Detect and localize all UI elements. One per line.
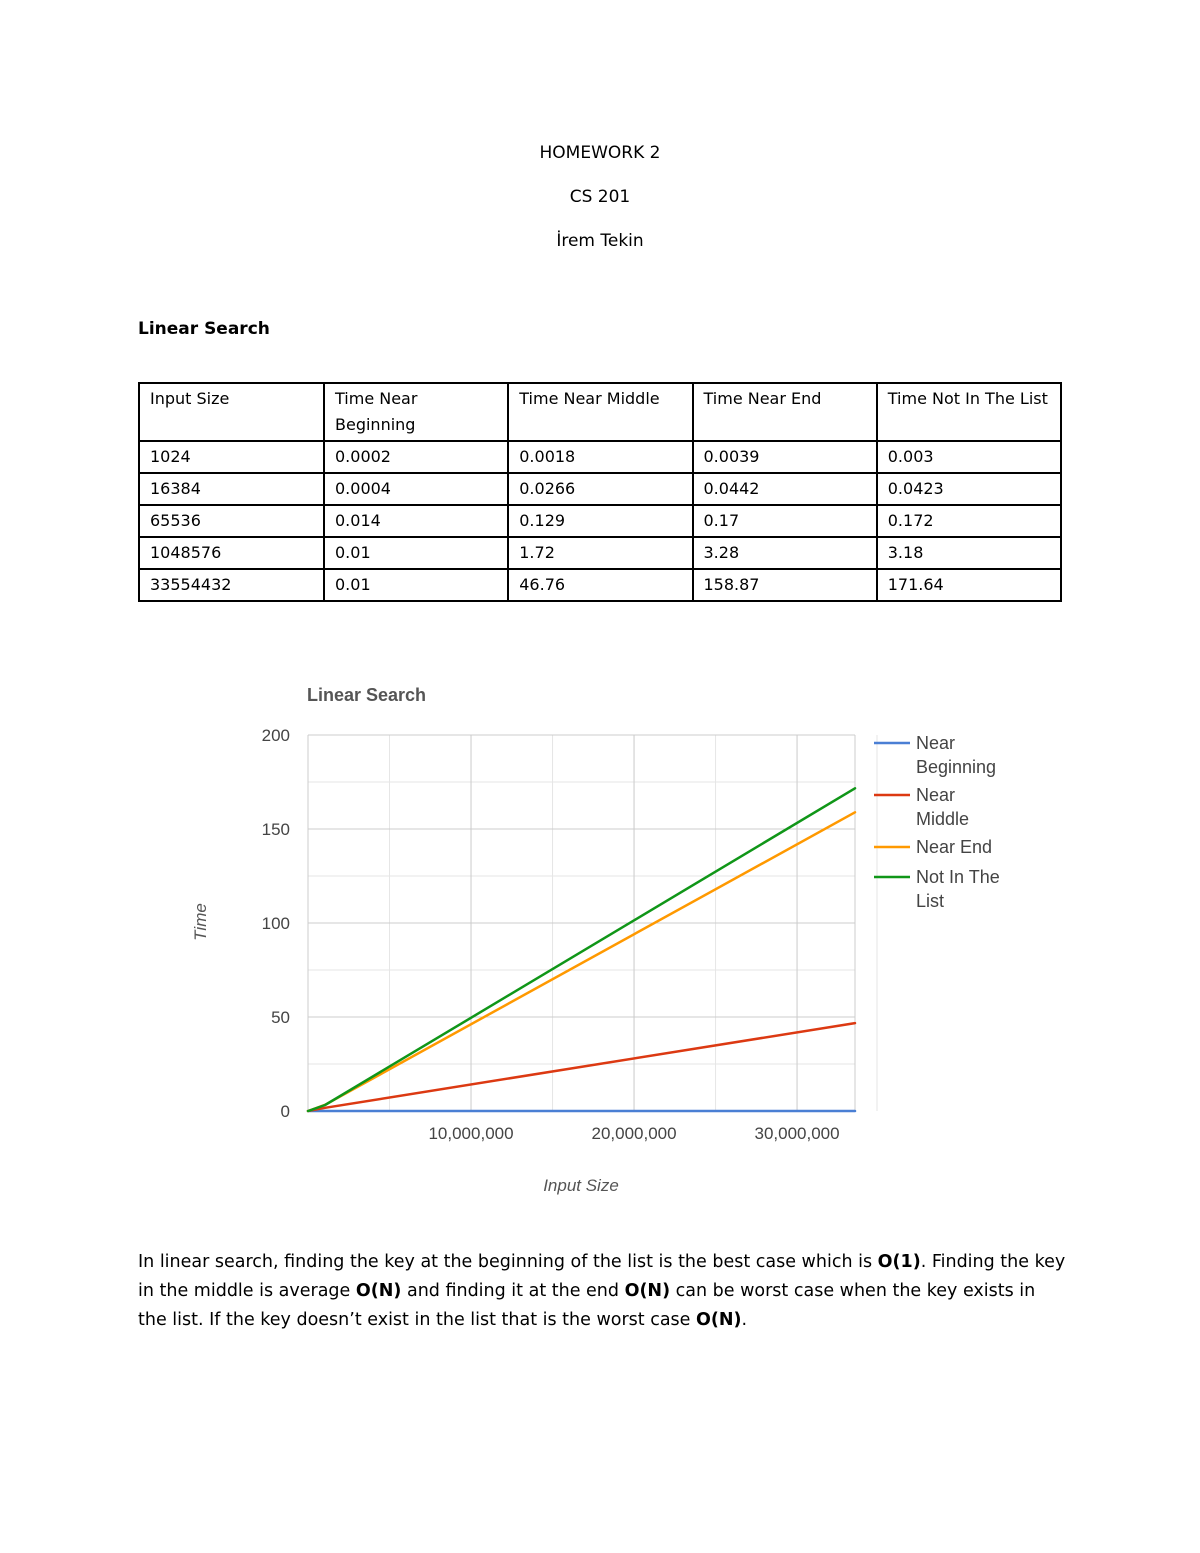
legend-label: Beginning (916, 757, 997, 777)
table-row (139, 441, 1061, 473)
author-name: İrem Tekin (556, 231, 644, 251)
table-cell: 16384 (139, 473, 324, 505)
table-header-cell: Time Near Beginning (324, 383, 508, 441)
table-header-cell: Input Size (139, 383, 324, 441)
table-header-cell: Time Not In The List (877, 383, 1061, 441)
y-axis-title: Time (191, 903, 210, 941)
results-table (138, 382, 1062, 602)
table-row (139, 537, 1061, 569)
analysis-text: In linear search, finding the key at the beginning of the list is the best case which is (138, 1252, 878, 1272)
table-cell: 0.0039 (693, 441, 877, 473)
legend-label: Near (916, 785, 956, 805)
analysis-complexity: O(N) (355, 1281, 402, 1301)
table-cell: 1048576 (139, 537, 324, 569)
table-cell: 0.0002 (324, 441, 508, 473)
legend-label: List (916, 891, 945, 911)
analysis-complexity: O(N) (624, 1281, 671, 1301)
table-cell: 0.129 (508, 505, 692, 537)
y-tick-label: 200 (261, 726, 290, 745)
analysis-text: . (741, 1310, 748, 1330)
table-cell: 0.0018 (508, 441, 692, 473)
x-tick-label: 20,000,000 (591, 1124, 677, 1143)
chart-title: Linear Search (307, 685, 427, 705)
table-cell: 33554432 (139, 569, 324, 601)
table-header-row (139, 383, 1061, 441)
table-cell: 0.01 (324, 537, 508, 569)
table-cell: 171.64 (877, 569, 1061, 601)
course-code: CS 201 (569, 187, 631, 207)
chart-legend (874, 733, 1000, 911)
table-cell: 0.0004 (324, 473, 508, 505)
table-header-cell: Time Near End (693, 383, 877, 441)
chart-series (308, 788, 855, 1111)
table-cell: 1.72 (508, 537, 692, 569)
x-tick-label: 10,000,000 (428, 1124, 514, 1143)
table-cell: 0.0442 (693, 473, 877, 505)
table-cell: 0.0423 (877, 473, 1061, 505)
series-line-3 (308, 788, 855, 1111)
legend-label: Near End (916, 837, 993, 857)
table-header-cell: Time Near Middle (508, 383, 692, 441)
analysis-complexity: O(N) (696, 1310, 742, 1330)
table-cell: 0.014 (324, 505, 508, 537)
legend-label: Middle (916, 809, 970, 829)
table-cell: 0.172 (877, 505, 1061, 537)
line-chart (180, 676, 1020, 1206)
y-tick-label: 150 (261, 820, 290, 839)
table-cell: 46.76 (508, 569, 692, 601)
x-tick-label: 30,000,000 (754, 1124, 840, 1143)
analysis-text: and finding it at the end (401, 1281, 625, 1301)
analysis-paragraph (138, 1248, 1068, 1335)
table-cell: 0.0266 (508, 473, 692, 505)
table-cell: 0.17 (693, 505, 877, 537)
chart-svg (180, 676, 1020, 1206)
chart-axis-labels (262, 726, 840, 1143)
table-row (139, 473, 1061, 505)
y-tick-label: 50 (271, 1008, 290, 1027)
analysis-text: can be worst case when the key exists in the list. If the key doesn’t exist in the list that is the worst case (138, 1281, 1036, 1330)
table-cell: 1024 (139, 441, 324, 473)
table-row (139, 569, 1061, 601)
x-axis-title: Input Size (543, 1176, 619, 1195)
y-tick-label: 100 (261, 914, 290, 933)
y-tick-label: 0 (280, 1102, 290, 1121)
analysis-complexity: O(1) (877, 1252, 921, 1272)
table-cell: 0.01 (324, 569, 508, 601)
section-heading: Linear Search (138, 319, 270, 339)
table-cell: 65536 (139, 505, 324, 537)
chart-grid (308, 735, 877, 1111)
analysis-text: . Finding the key in the middle is average (138, 1252, 1066, 1301)
legend-label: Not In The (916, 867, 1000, 887)
legend-label: Near (916, 733, 956, 753)
document-title: HOMEWORK 2 (539, 143, 661, 163)
table-cell: 3.28 (693, 537, 877, 569)
table-cell: 3.18 (877, 537, 1061, 569)
table-cell: 0.003 (877, 441, 1061, 473)
table-cell: 158.87 (693, 569, 877, 601)
table-row (139, 505, 1061, 537)
